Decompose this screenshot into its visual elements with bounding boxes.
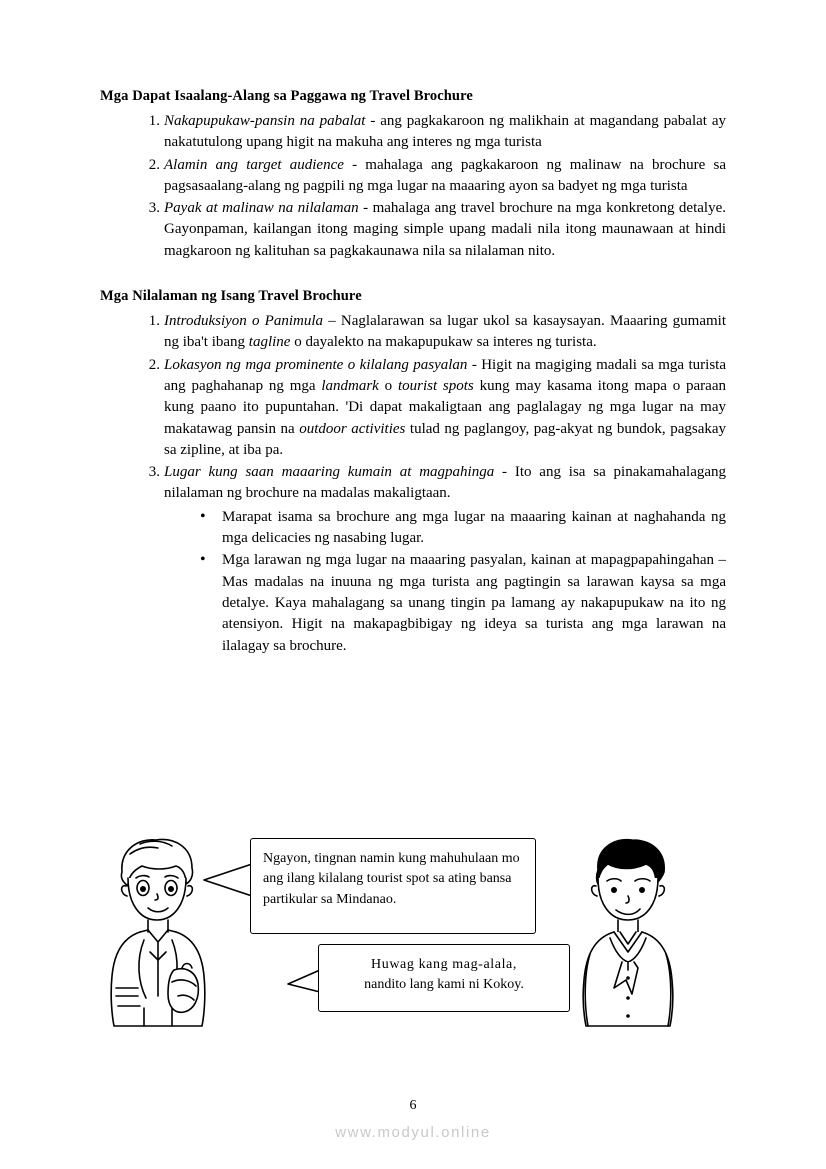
list-item-text: tulad ng paglangoy, pag-akyat ng bundok, pagsakay sa zipline, at iba pa. (164, 420, 727, 458)
list-item-text: - Higit na magiging madali sa mga turista ang paghahanap ng mga (164, 356, 726, 394)
list-item-text: kung may kasama itong mapa o paraan kung paano ito pupuntahan. 'Di dapat makaligtaan ang paglalagay ng mga lugar na may makatawag pansin na (164, 377, 726, 437)
list-item-term: Nakapupukaw-pansin na pabalat (164, 113, 366, 129)
section-heading-contents: Mga Nilalaman ng Isang Travel Brochure (100, 288, 362, 305)
list-item-term: Introduksiyon o Panimula (164, 313, 324, 330)
list-item-emphasis: outdoor activities (299, 420, 406, 437)
list-item (144, 111, 726, 154)
list-item-term: Lokasyon ng mga prominente o kilalang pasyalan (164, 356, 468, 373)
list-item-text: - mahalaga ang travel brochure na mga konkretong detalye. Gayonpaman, kailangan itong maging simple upang madali nila itong maunawaan at hindi magkaroon ng kalituhan sa pagkakaunawa nila sa nilalaman nito. (164, 200, 726, 259)
list-item-text: - mahalaga ang pagkakaroon ng malinaw na brochure sa pagsasaalang-alang ng pagpili ng mga lugar na maaaring ayon sa badyet ng mga turista (164, 156, 726, 194)
list-item-emphasis: tourist spots (397, 377, 474, 394)
list-item-text: - ang pagkakaroon ng malikhain at magandang pabalat ay nakatutulong upang higit na makuha ang interes ng mga turista (164, 113, 726, 151)
speech-bubble-left (250, 838, 536, 934)
speech-bubble-right-line2: nandito lang kami ni Kokoy. (364, 977, 524, 993)
list-item (144, 355, 726, 461)
contents-list (100, 311, 726, 657)
list-item (144, 198, 726, 262)
speech-bubble-right (318, 944, 570, 1012)
speech-bubble-right-line1: Huwag kang mag-alala, (371, 957, 517, 972)
speech-bubble-left-text: Ngayon, tingnan namin kung mahuhulaan mo ang ilang kilalang tourist spot sa ating bansa partikular sa Mindanao. (263, 851, 520, 907)
sub-bullet-list (164, 507, 726, 657)
comic-illustration-area (100, 820, 726, 1040)
list-item-text: – Naglalarawan sa lugar ukol sa kasaysayan. Maaaring gumamit ng iba't ibang (164, 313, 727, 351)
list-item-text: - Ito ang isa sa pinakamahalagang nilalaman ng brochure na madalas makaligtaan. (164, 464, 727, 502)
section-heading-considerations: Mga Dapat Isaalang-Alang sa Paggawa ng Travel Brochure (100, 88, 473, 104)
list-item-text: o (378, 377, 398, 394)
page-number: 6 (409, 1098, 417, 1113)
list-item-term: Payak at malinaw na nilalaman (164, 200, 359, 217)
watermark: www.modyul.online (335, 1124, 491, 1141)
considerations-list (100, 111, 726, 262)
list-item (144, 311, 726, 354)
list-item-term: Alamin ang target audience (164, 156, 344, 173)
list-item (144, 155, 726, 198)
list-item: • Mga larawan ng mga lugar na maaaring pasyalan, kainan at mapagpapahingahan – Mas madalas na inuuna ng mga turista ang pagtingin sa larawan kaysa sa mga detalye. Kaya mahalagang sa unang tingin pa lamang ay nakapupukaw na ito ng atensiyon. Higit na makapagbibigay ng ideya sa turista ang mga larawan na ilalagay sa brochure. (200, 550, 726, 656)
list-item: • Marapat isama sa brochure ang mga lugar na maaaring kainan at naghahanda ng mga delicacies ng nasabing lugar. (200, 507, 726, 550)
list-item-text: o dayalekto na makapupukaw sa interes ng turista. (290, 334, 597, 351)
list-item-emphasis: landmark (321, 377, 379, 394)
list-item-emphasis: tagline (248, 334, 291, 351)
list-item-term: Lugar kung saan maaaring kumain at magpahinga (164, 464, 495, 481)
list-item (144, 462, 726, 657)
